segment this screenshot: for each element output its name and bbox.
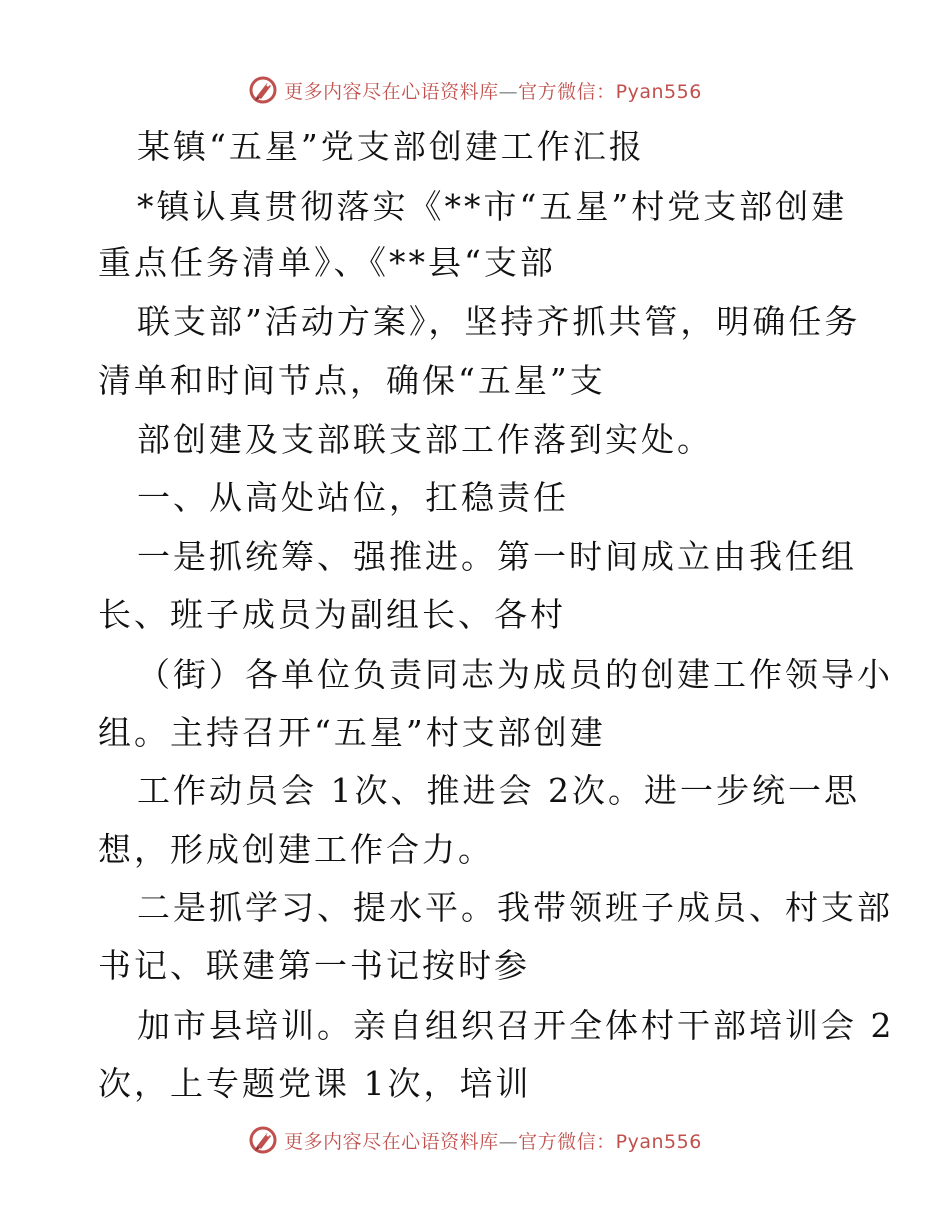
paragraph-line: （街）各单位负责同志为成员的创建工作领导小 xyxy=(137,655,893,694)
paragraph-line: 一是抓统筹、强推进。第一时间成立由我任组 xyxy=(137,537,857,576)
header-wechat-text: 官方微信：Pyan556 xyxy=(518,80,702,103)
paragraph-line: 书记、联建第一书记按时参 xyxy=(98,946,530,985)
paragraph-line: 长、班子成员为副组长、各村 xyxy=(98,595,566,634)
paragraph-line: 清单和时间节点，确保“五星”支 xyxy=(98,361,606,400)
paragraph-line: 加市县培训。亲自组织召开全体村干部培训会 2 xyxy=(137,1006,895,1045)
paragraph-line: 重点任务清单》、《**县“支部 xyxy=(98,243,556,282)
paragraph-line: 部创建及支部联支部工作落到实处。 xyxy=(137,420,713,459)
footer-banner xyxy=(0,1120,950,1160)
paragraph-line: 联支部”活动方案》，坚持齐抓共管，明确任务 xyxy=(137,302,861,341)
header-separator: — xyxy=(498,80,519,103)
paragraph-line: 想，形成创建工作合力。 xyxy=(98,830,494,869)
header-site-text: 更多内容尽在心语资料库 xyxy=(284,80,499,103)
paragraph-line: 工作动员会 1次、推进会 2次。进一步统一思 xyxy=(137,771,860,810)
pen-nib-logo-icon xyxy=(248,1125,278,1155)
footer-separator: — xyxy=(498,1130,519,1153)
document-title: 某镇“五星”党支部创建工作汇报 xyxy=(137,127,645,166)
paragraph-line: 二是抓学习、提水平。我带领班子成员、村支部 xyxy=(137,888,893,927)
section-heading: 一、从高处站位，扛稳责任 xyxy=(137,478,569,517)
footer-site-text: 更多内容尽在心语资料库 xyxy=(284,1130,499,1153)
paragraph-line: *镇认真贯彻落实《**市“五星”村党支部创建 xyxy=(137,187,848,226)
paragraph-line: 次，上专题党课 1次，培训 xyxy=(98,1064,532,1103)
footer-wechat-text: 官方微信：Pyan556 xyxy=(518,1130,702,1153)
paragraph-line: 组。主持召开“五星”村支部创建 xyxy=(98,713,606,752)
